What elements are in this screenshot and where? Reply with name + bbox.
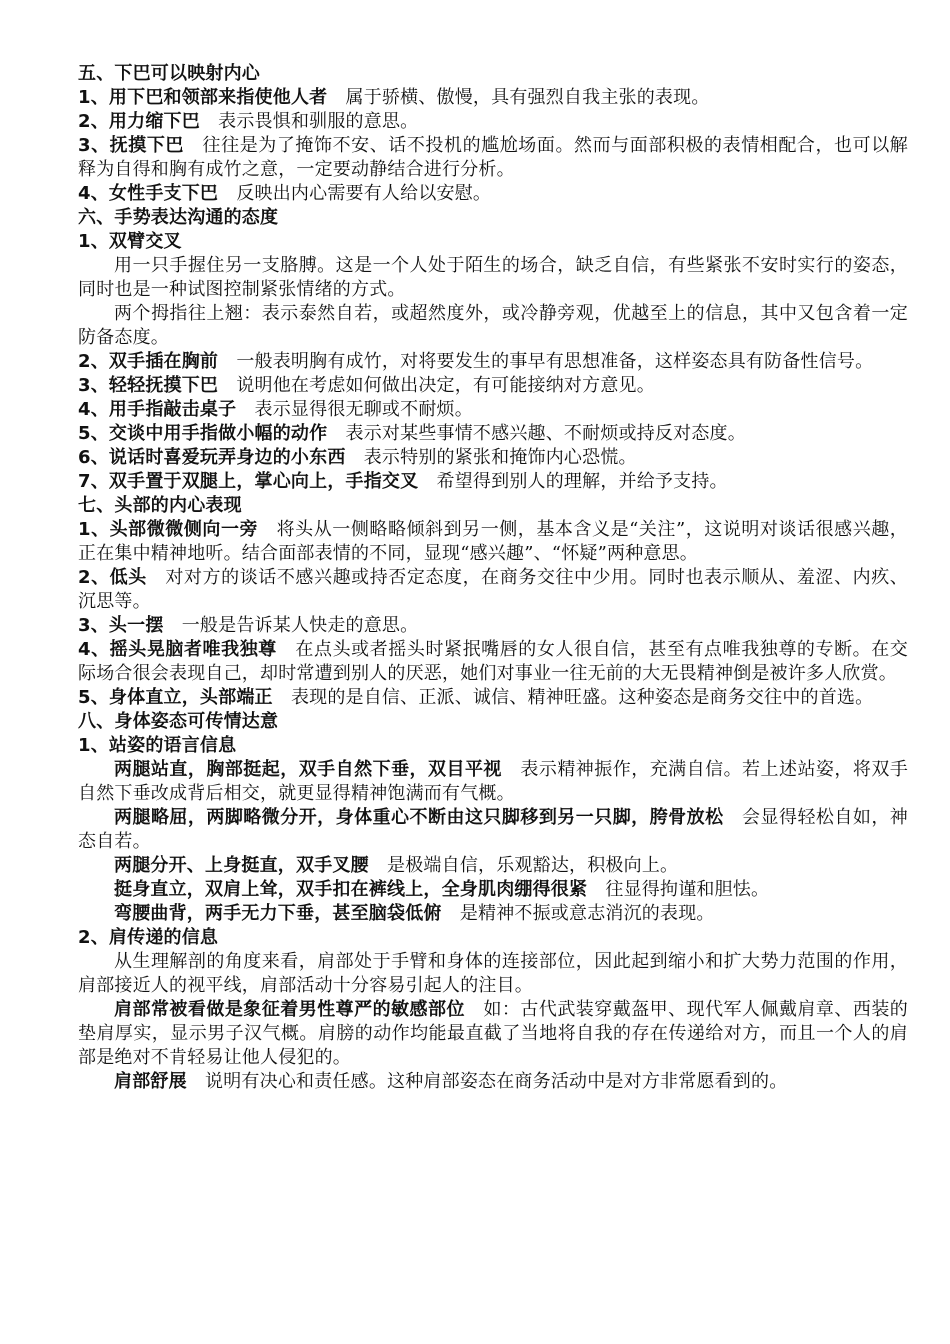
- item-term: 2、低头: [78, 567, 147, 588]
- item-term: 7、双手置于双腿上，掌心向上，手指交叉: [78, 471, 419, 492]
- item-description: 反映出内心需要有人给以安慰。: [236, 183, 492, 204]
- list-item: [78, 686, 908, 710]
- list-item: [78, 446, 908, 470]
- item-term: 3、轻轻抚摸下巴: [78, 375, 219, 396]
- item-description: 会显得轻松自如，神态自若。: [78, 807, 908, 852]
- list-item: [78, 86, 908, 110]
- body-paragraph: 用一只手握住另一支胳膊。这是一个人处于陌生的场合，缺乏自信，有些紧张不安时实行的姿态，同时也是一种试图控制紧张情绪的方式。: [78, 255, 908, 300]
- indented-item: [78, 878, 908, 902]
- list-item: [78, 110, 908, 134]
- list-item: [78, 422, 908, 446]
- item-term: 5、交谈中用手指做小幅的动作: [78, 423, 328, 444]
- list-item: [78, 518, 908, 566]
- item-description: 表示精神振作，充满自信。若上述站姿，将双手自然下垂改成背后相交，就更显得精神饱满而有气概。: [78, 759, 909, 804]
- item-description: 表现的是自信、正派、诚信、精神旺盛。这种姿态是商务交往中的首选。: [290, 687, 874, 708]
- item-description: 对对方的谈话不感兴趣或持否定态度，在商务交往中少用。同时也表示顺从、羞涩、内疚、沉思等。: [78, 567, 908, 612]
- item-term: 1、用下巴和领部来指使他人者: [78, 87, 328, 108]
- body-paragraph: 两个拇指往上翘：表示泰然自若，或超然度外，或冷静旁观，优越至上的信息，其中又包含着一定防备态度。: [78, 303, 908, 348]
- list-item: [78, 134, 908, 182]
- item-description: 在点头或者摇头时紧抿嘴唇的女人很自信，甚至有点唯我独尊的专断。在交际场合很会表现自己，却时常遭到别人的厌恶，她们对事业一往无前的大无畏精神倒是被许多人欣赏。: [78, 639, 908, 684]
- item-description: 表示畏惧和驯服的意思。: [218, 111, 419, 132]
- item-term: 5、身体直立，头部端正: [78, 687, 273, 708]
- indented-item: [78, 998, 908, 1070]
- item-term: 6、说话时喜爱玩弄身边的小东西: [78, 447, 346, 468]
- item-description: 将头从一侧略略倾斜到另一侧，基本含义是“关注”，这说明对谈话很感兴趣，正在集中精神地听。结合面部表情的不同，显现“感兴趣”、“怀疑”两种意思。: [78, 519, 909, 564]
- item-term: 2、用力缩下巴: [78, 111, 200, 132]
- item-description: 表示对某些事情不感兴趣、不耐烦或持反对态度。: [345, 423, 746, 444]
- list-item: [78, 398, 908, 422]
- item-description: 说明有决心和责任感。这种肩部姿态在商务活动中是对方非常愿看到的。: [205, 1071, 788, 1092]
- item-term: 两腿分开、上身挺直，双手叉腰: [114, 855, 369, 876]
- item-description: 希望得到别人的理解，并给予支持。: [436, 471, 728, 492]
- section-heading: 八、身体姿态可传情达意: [78, 711, 279, 732]
- list-item: [78, 470, 908, 494]
- item-term: 4、摇头晃脑者唯我独尊: [78, 639, 277, 660]
- item-term: 两腿站直，胸部挺起，双手自然下垂，双目平视: [114, 759, 502, 780]
- item-term: 两腿略屈，两脚略微分开，身体重心不断由这只脚移到另一只脚，胯骨放松: [114, 807, 724, 828]
- list-item: [78, 182, 908, 206]
- item-description: 表示特别的紧张和掩饰内心恐慌。: [363, 447, 637, 468]
- item-term: 3、头一摆: [78, 615, 164, 636]
- indented-item: [78, 806, 908, 854]
- list-item: [78, 374, 908, 398]
- item-description: 表示显得很无聊或不耐烦。: [254, 399, 473, 420]
- indented-item: [78, 1070, 908, 1094]
- item-description: 往显得拘谨和胆怯。: [605, 879, 770, 900]
- body-paragraph: 从生理解剖的角度来看，肩部处于手臂和身体的连接部位，因此起到缩小和扩大势力范围的作用，肩部接近人的视平线，肩部活动十分容易引起人的注目。: [78, 951, 908, 996]
- item-description: 是精神不振或意志消沉的表现。: [459, 903, 715, 924]
- section-heading: 1、双臂交叉: [78, 231, 182, 252]
- item-description: 说明他在考虑如何做出决定，有可能接纳对方意见。: [236, 375, 655, 396]
- item-term: 4、用手指敲击桌子: [78, 399, 237, 420]
- section-heading: 六、手势表达沟通的态度: [78, 207, 279, 228]
- item-description: 属于骄横、傲慢，具有强烈自我主张的表现。: [345, 87, 710, 108]
- item-term: 3、抚摸下巴: [78, 135, 184, 156]
- item-term: 肩部舒展: [114, 1071, 187, 1092]
- item-term: 4、女性手支下巴: [78, 183, 219, 204]
- item-description: 往往是为了掩饰不安、话不投机的尴尬场面。然而与面部积极的表情相配合，也可以解释为自得和胸有成竹之意，一定要动静结合进行分析。: [78, 135, 908, 180]
- item-description: 一般是告诉某人快走的意思。: [181, 615, 419, 636]
- section-heading: 2、肩传递的信息: [78, 927, 219, 948]
- section-heading: 七、头部的内心表现: [78, 495, 242, 516]
- section-heading: 五、下巴可以映射内心: [78, 63, 260, 84]
- item-term: 2、双手插在胸前: [78, 351, 219, 372]
- indented-item: [78, 854, 908, 878]
- item-description: 是极端自信，乐观豁达，积极向上。: [387, 855, 679, 876]
- indented-item: [78, 902, 908, 926]
- list-item: [78, 566, 908, 614]
- list-item: [78, 638, 908, 686]
- item-term: 1、头部微微侧向一旁: [78, 519, 259, 540]
- item-term: 挺身直立，双肩上耸，双手扣在裤线上，全身肌肉绷得很紧: [114, 879, 588, 900]
- list-item: [78, 614, 908, 638]
- item-description: 如：古代武装穿戴盔甲、现代军人佩戴肩章、西装的垫肩厚实，显示男子汉气概。肩膀的动作均能最直截了当地将自我的存在传递给对方，而且一个人的肩部是绝对不肯轻易让他人侵犯的。: [78, 999, 908, 1068]
- item-term: 弯腰曲背，两手无力下垂，甚至脑袋低俯: [114, 903, 442, 924]
- section-heading: 1、站姿的语言信息: [78, 735, 237, 756]
- item-description: 一般表明胸有成竹，对将要发生的事早有思想准备，这样姿态具有防备性信号。: [236, 351, 874, 372]
- list-item: [78, 350, 908, 374]
- item-term: 肩部常被看做是象征着男性尊严的敏感部位: [114, 999, 465, 1020]
- indented-item: [78, 758, 908, 806]
